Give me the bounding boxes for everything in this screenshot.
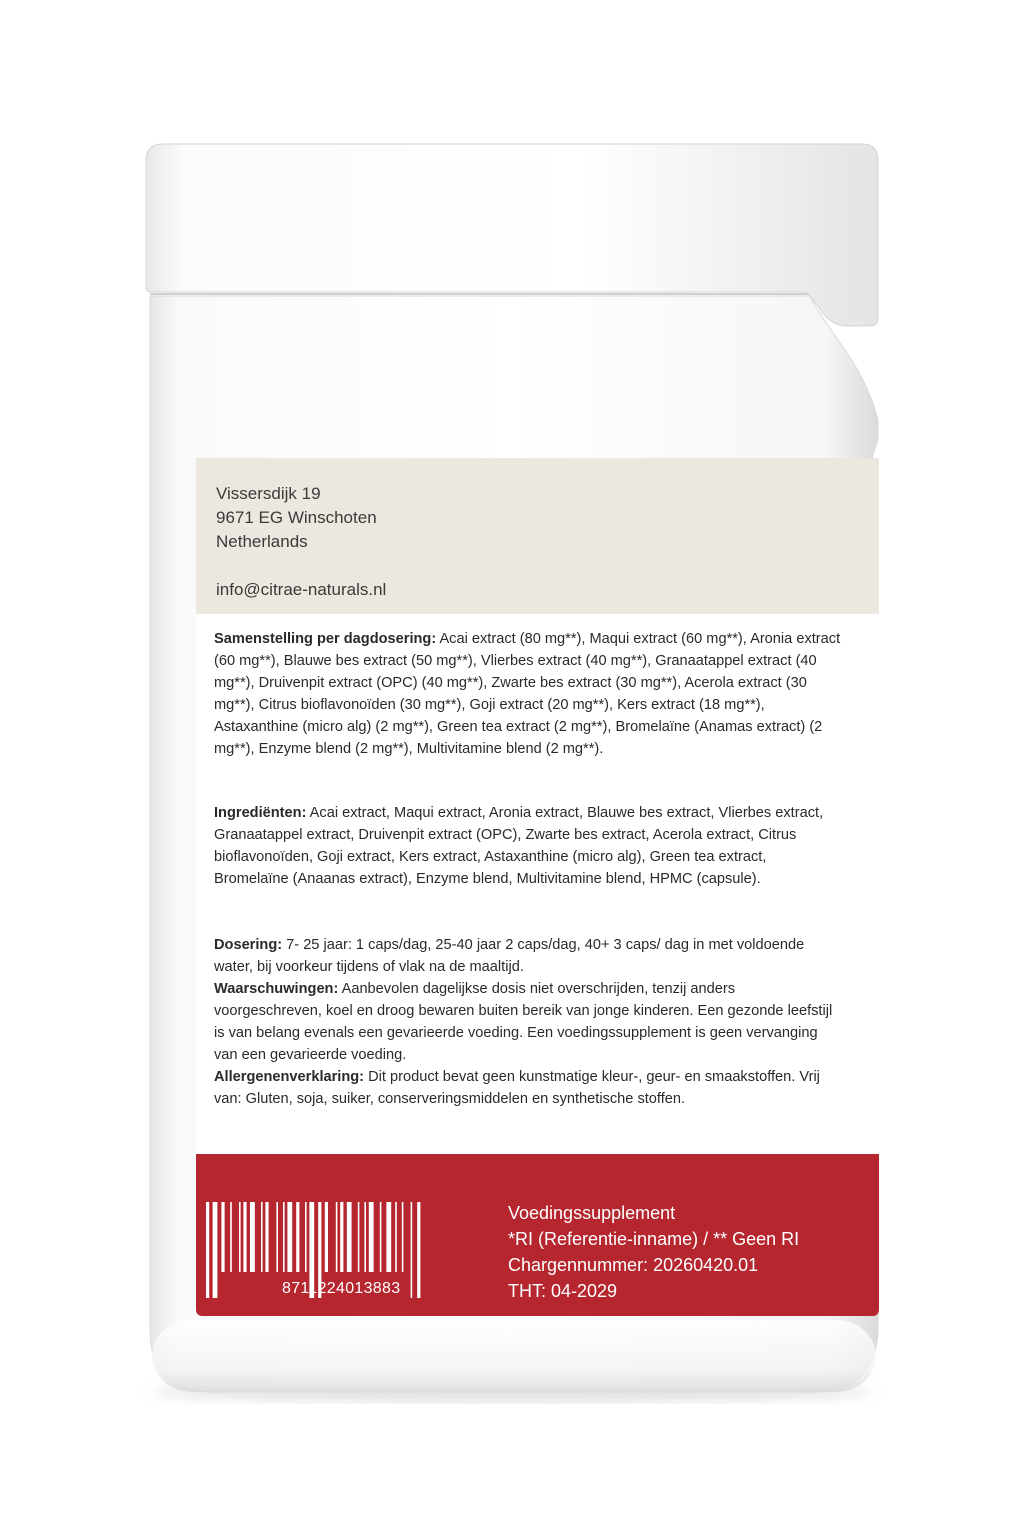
warnings-text: Aanbevolen dagelijkse dosis niet overschrijden, tenzij anders voorgeschreven, koel en droog bewaren buiten bereik van jonge kinderen. Een gezonde leefstijl is van belang evenals een gevarieerde voeding. Een voedingssupplement is geen vervanging van een gevarieerde voeding. [214, 981, 833, 1063]
barcode-bar [265, 1202, 268, 1272]
barcode-bar [340, 1202, 343, 1272]
barcode-bar [417, 1202, 420, 1298]
barcode-bar [250, 1202, 255, 1272]
barcode-bar [276, 1202, 278, 1272]
warnings-label: Waarschuwingen: [214, 981, 339, 997]
barcode-bar [261, 1202, 263, 1272]
composition-label: Samenstelling per dagdosering: [214, 631, 437, 647]
barcode-bar [411, 1202, 413, 1298]
address-email: info@citrae-naturals.nl [216, 580, 387, 599]
footer-info [508, 1200, 799, 1304]
barcode-bar [402, 1202, 404, 1272]
composition-text: Acai extract (80 mg**), Maqui extract (60 mg**), Aronia extract (60 mg**), Blauwe bes extract (50 mg**), Vlierbes extract (40 mg**), Granaatappel extract (40 mg**), Druivenpit extract (OPC) (40 mg**), Zwarte bes extract (30 mg**), Acerola extract (30 mg**), Citrus bioflavonoïden (30 mg**), Goji extract (20 mg**), Kers extract (18 mg**), Astaxanthine (micro alg) (2 mg**), Green tea extract (2 mg**), Bromelaïne (Anamas extract) (2 mg**), Enzyme blend (2 mg**), Multivitamine blend (2 mg**). [214, 631, 841, 757]
barcode-bar [347, 1202, 352, 1272]
ingredients-text: Acai extract, Maqui extract, Aronia extract, Blauwe bes extract, Vlierbes extract, Granaatappel extract, Druivenpit extract (OPC), Zwarte bes extract, Acerola extract, Citrus bioflavonoïden, Goji extract, Kers extract, Astaxanthine (micro alg), Green tea extract, Bromelaïne (Anaanas extract), Enzyme blend, Multivitamine blend, HPMC (capsule). [214, 805, 824, 887]
barcode-bar [287, 1202, 292, 1272]
barcode-bar [395, 1202, 397, 1272]
dosage-label: Dosering: [214, 937, 283, 953]
barcode-bar [243, 1202, 246, 1272]
ri-note: *RI (Referentie-inname) / ** Geen RI [508, 1229, 800, 1249]
product-type: Voedingssupplement [508, 1203, 676, 1223]
bottle-base [152, 1320, 876, 1392]
barcode-bar [221, 1202, 224, 1272]
barcode-bar [369, 1202, 374, 1272]
barcode-bar [239, 1202, 241, 1272]
dosage-paragraph [214, 934, 844, 1110]
expiry-date: THT: 04-2029 [508, 1281, 618, 1301]
ingredients-label: Ingrediënten: [214, 805, 307, 821]
dosage-text: 7- 25 jaar: 1 caps/dag, 25-40 jaar 2 caps/dag, 40+ 3 caps/ dag in met voldoende water, bij voorkeur tijdens of vlak na de maaltijd. [214, 937, 805, 975]
barcode-bar [386, 1202, 391, 1272]
barcode-bar [380, 1202, 382, 1272]
barcode-bar [230, 1202, 232, 1272]
barcode-bar [296, 1202, 299, 1272]
barcode-bar [213, 1202, 218, 1298]
barcode-bar [325, 1202, 328, 1272]
allergens-text: Dit product bevat geen kunstmatige kleur-, geur- en smaakstoffen. Vrij van: Gluten, soja, suiker, conserveringsmiddelen en synthetische stoffen. [214, 1069, 820, 1107]
barcode-bar [305, 1202, 307, 1272]
ingredients-paragraph [214, 802, 844, 890]
composition-paragraph [214, 628, 844, 760]
barcode-bar [206, 1202, 209, 1298]
address-country: Netherlands [216, 532, 308, 551]
address-block [216, 482, 386, 602]
barcode-number: 8711224013883 [282, 1280, 401, 1297]
barcode-bar [358, 1202, 360, 1272]
address-street: Vissersdijk 19 [216, 484, 321, 503]
barcode-bar [283, 1202, 285, 1272]
batch-number: Chargennummer: 20260420.01 [508, 1255, 759, 1275]
address-city: 9671 EG Winschoten [216, 508, 377, 527]
allergens-label: Allergenenverklaring: [214, 1069, 365, 1085]
barcode-bar [336, 1202, 338, 1272]
barcode-bar [364, 1202, 366, 1272]
